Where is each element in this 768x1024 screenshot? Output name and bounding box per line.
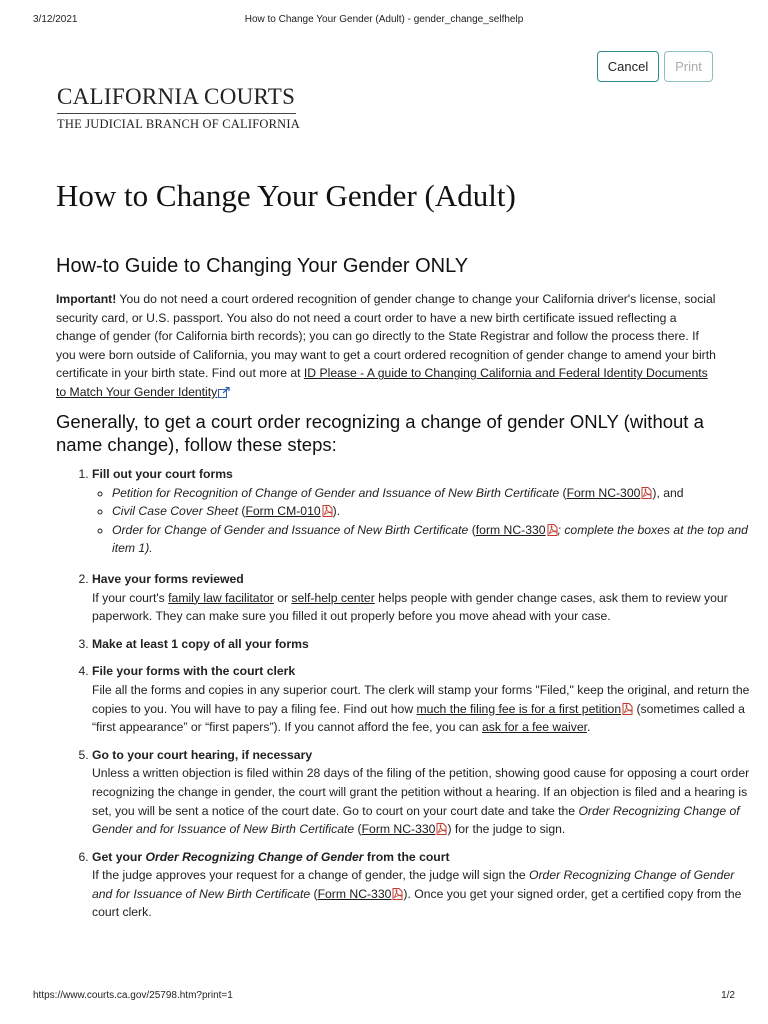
intro-lead: Important! (56, 292, 117, 306)
step-text: Unless a written objection is filed within 28 days of the filing of the petition, showing good cause for opposing a court order recognizing the change in gender, the court will grant the petition without a hearing. If an objection is filed and a hearing is set, you will be sent a notice of the court date. Go to court on your court date and take the (92, 766, 750, 818)
step-title (92, 850, 450, 864)
print-page-number: 1/2 (721, 990, 735, 1001)
paren: ( (468, 522, 476, 537)
cancel-button[interactable]: Cancel (597, 51, 659, 82)
filing-fee-link[interactable] (417, 702, 622, 716)
form-name: Order for Change of Gender and Issuance of New Birth Certificate (112, 522, 469, 537)
step-text: ( (310, 886, 318, 901)
paren-close: ). (332, 504, 341, 519)
step-item (92, 848, 752, 922)
guide-heading: How-to Guide to Changing Your Gender ONLY (56, 255, 469, 277)
link-label: self-help center (291, 590, 375, 605)
link-label: much the filing fee is for a first petition (416, 701, 622, 716)
intro-text: You do not need a court ordered recognition of gender change to change your California driver's license, social security card, or U.S. passport. You also do not need a court order to have a new birth certificate issued reflecting a change of gender (for California birth records); you can go directly to the State Registrar and follow the process there. If you were born outside of California, you may want to get a court ordered recognition of gender change to amend your birth certificate in your birth state. Find out more at (56, 292, 716, 381)
steps-list (56, 465, 752, 931)
form-cm-010-link[interactable] (245, 504, 320, 518)
link-label: family law facilitator (168, 590, 274, 605)
steps-heading: Generally, to get a court order recognizing a change of gender ONLY (without a name change), follow these steps: (56, 411, 704, 455)
pdf-icon (547, 524, 558, 536)
self-help-center-link[interactable] (291, 591, 374, 605)
step-title: Have your forms reviewed (92, 571, 244, 586)
form-name: Order Recognizing Change of Gender and for Issuance of New Birth Certificate (92, 868, 735, 901)
pdf-icon (641, 487, 652, 499)
link-label: Form CM-010 (245, 504, 321, 519)
step-item (92, 465, 752, 558)
step-text: helps people with gender change cases, ask them to review your paperwork. They can make sure you filled it out properly before you move ahead with your case. (92, 590, 728, 624)
logo-rule (57, 113, 296, 114)
step-title: File your forms with the court clerk (92, 664, 296, 679)
form-nc-330-link[interactable] (318, 887, 392, 901)
form-name: Civil Case Cover Sheet (112, 504, 238, 519)
step-item (92, 570, 752, 626)
step-text: ( (354, 822, 362, 837)
paren: ( (559, 485, 567, 500)
logo-subtitle: THE JUDICIAL BRANCH OF CALIFORNIA (57, 117, 300, 131)
step-text: (sometimes called a “first appearance” or “first papers”). If you cannot afford the fee, you can (92, 701, 745, 735)
print-url: https://www.courts.ca.gov/25798.htm?print=1 (33, 990, 233, 1001)
step-item (92, 662, 752, 736)
step-title: Make at least 1 copy of all your forms (92, 636, 309, 651)
form-item (112, 502, 752, 521)
link-label: ask for a fee waiver (481, 720, 587, 735)
external-link-icon (218, 387, 230, 398)
pdf-icon (322, 505, 333, 517)
print-title: How to Change Your Gender (Adult) - gender_change_selfhelp (244, 14, 524, 25)
step-text: ). Once you get your signed order, get a certified copy from the court clerk. (92, 886, 742, 920)
step-text: If the judge approves your request for a change of gender, the judge will sign the (92, 868, 530, 883)
step-text: . (586, 720, 591, 735)
form-item (112, 484, 752, 503)
step-text: or (273, 590, 292, 605)
forms-list (92, 484, 752, 558)
form-nc-330-link[interactable] (362, 822, 436, 836)
link-label: Form NC-330 (361, 822, 436, 837)
step-title-em: Order Recognizing Change of Gender (145, 849, 364, 864)
link-label: Form NC-330 (317, 886, 392, 901)
family-law-facilitator-link[interactable] (168, 591, 274, 605)
step-title-part: Get your (92, 849, 146, 864)
print-header (33, 14, 735, 28)
fee-waiver-link[interactable] (482, 720, 587, 734)
step-text: File all the forms and copies in any superior court. The clerk will stamp your forms "Filed," keep the original, and return the copies to you. You will have to pay a filing fee. Find out how (92, 682, 750, 716)
paren: ( (238, 504, 246, 519)
print-footer (33, 990, 735, 1004)
form-name: Petition for Recognition of Change of Gender and Issuance of New Birth Certificate (112, 485, 560, 500)
form-note: ; complete the boxes at the top and item 1). (112, 522, 748, 556)
logo-title: CALIFORNIA COURTS (57, 84, 296, 109)
pdf-icon (622, 703, 633, 715)
page-title: How to Change Your Gender (Adult) (56, 178, 516, 213)
california-courts-logo[interactable] (57, 84, 300, 132)
form-item (112, 521, 752, 558)
pdf-icon (392, 888, 403, 900)
step-title-part: from the court (363, 849, 450, 864)
step-item (92, 746, 752, 839)
form-nc-300-link[interactable] (567, 486, 641, 500)
form-name: Order Recognizing Change of Gender and for Issuance of New Birth Certificate (92, 803, 740, 837)
link-label: form NC-330 (475, 522, 546, 537)
paren-close: ), and (652, 485, 684, 500)
print-date: 3/12/2021 (33, 14, 78, 25)
id-please-link-label: ID Please - A guide to Changing California and Federal Identity Documents to Match Your Gender Identity (56, 366, 708, 399)
link-label: Form NC-300 (566, 485, 641, 500)
step-text: If your court's (92, 590, 169, 605)
step-title: Go to your court hearing, if necessary (92, 747, 313, 762)
step-item (92, 635, 752, 654)
step-text: ) for the judge to sign. (447, 822, 566, 837)
print-button[interactable]: Print (664, 51, 713, 82)
pdf-icon (436, 823, 447, 835)
step-title: Fill out your court forms (92, 467, 233, 481)
intro-paragraph (56, 290, 716, 402)
form-nc-330-link[interactable] (476, 523, 546, 537)
